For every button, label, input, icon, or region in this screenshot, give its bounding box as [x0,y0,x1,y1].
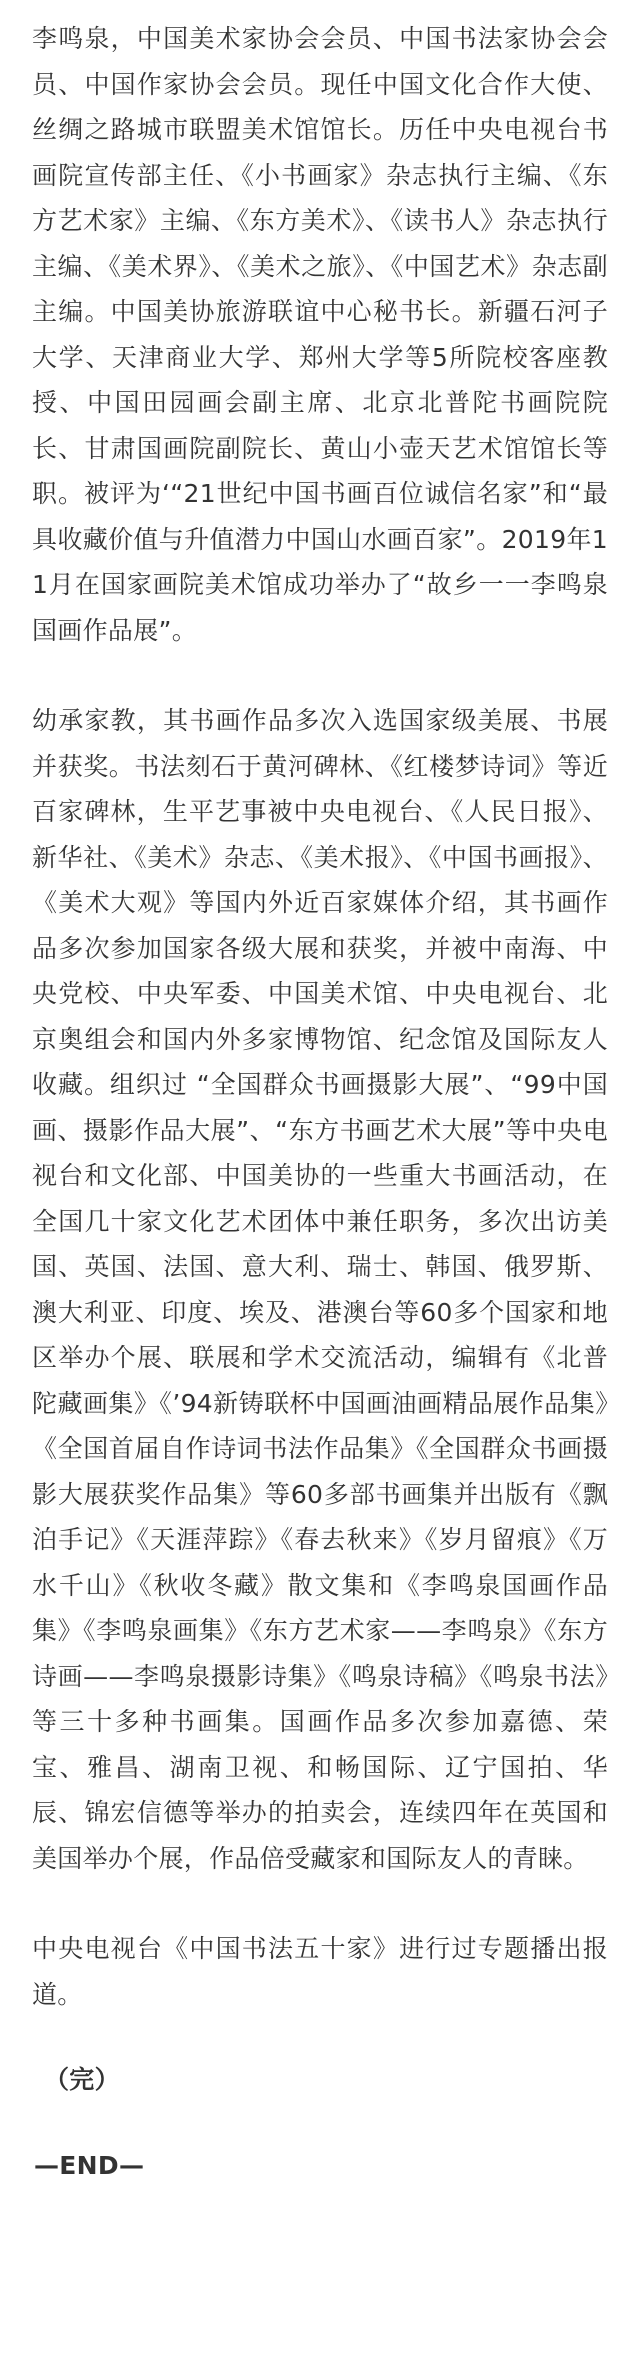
end-line: —END— [34,2150,145,2180]
end-mark: （完） [44,2065,120,2094]
article-body [32,0,608,2188]
paragraph-achievements: 幼承家教，其书画作品多次入选国家级美展、书展并获奖。书法刻石于黄河碑林、《红楼梦诗词》等近百家碑林，生平艺事被中央电视台、《人民日报》、新华社、《美术》杂志、《美术报》、《中国书画报》、《美术大观》等国内外近百家媒体介绍，其书画作品多次参加国家各级大展和获奖，并被中南海、中央党校、中央军委、中国美术馆、中央电视台、北京奥组会和国内外多家博物馆、纪念馆及国际友人收藏。组织过 “全国群众书画摄影大展”、“99中国画、摄影作品大展”、“东方书画艺术大展”等中央电视台和文化部、中国美协的一些重大书画活动，在全国几十家文化艺术团体中兼任职务，多次出访美国、英国、法国、意大利、瑞士、韩国、俄罗斯、澳大利亚、印度、埃及、港澳台等60多个国家和地区举办个展、联展和学术交流活动，编辑有《北普陀藏画集》《’94新铸联杯中国画油画精品展作品集》《全国首届自作诗词书法作品集》《全国群众书画摄影大展获奖作品集》等60多部书画集并出版有《飘泊手记》《天涯萍踪》《春去秋来》《岁月留痕》《万水千山》《秋收冬藏》散文集和《李鸣泉国画作品集》《李鸣泉画集》《东方艺术家——李鸣泉》《东方诗画——李鸣泉摄影诗集》《鸣泉诗稿》《鸣泉书法》等三十多种书画集。国画作品多次参加嘉德、荣宝、雅昌、湖南卫视、和畅国际、辽宁国拍、华辰、锦宏信德等举办的拍卖会，连续四年在英国和美国举办个展，作品倍受藏家和国际友人的青睐。 [32,706,608,1873]
paragraph-biography: 李鸣泉，中国美术家协会会员、中国书法家协会会员、中国作家协会会员。现任中国文化合作大使、丝绸之路城市联盟美术馆馆长。历任中央电视台书画院宣传部主任、《小书画家》杂志执行主编、《东方艺术家》主编、《东方美术》、《读书人》杂志执行主编、《美术界》、《美术之旅》、《中国艺术》杂志副主编。中国美协旅游联谊中心秘书长。新疆石河子大学、天津商业大学、郑州大学等5所院校客座教授、中国田园画会副主席、北京北普陀书画院院长、甘肃国画院副院长、黄山小壶天艺术馆馆长等职。被评为‘“21世纪中国书画百位诚信名家”和“最具收藏价值与升值潜力中国山水画百家”。2019年11月在国家画院美术馆成功举办了“故乡一一李鸣泉国画作品展”。 [32,24,608,645]
paragraph-tv-report: 中央电视台《中国书法五十家》进行过专题播出报道。 [32,1934,608,2009]
